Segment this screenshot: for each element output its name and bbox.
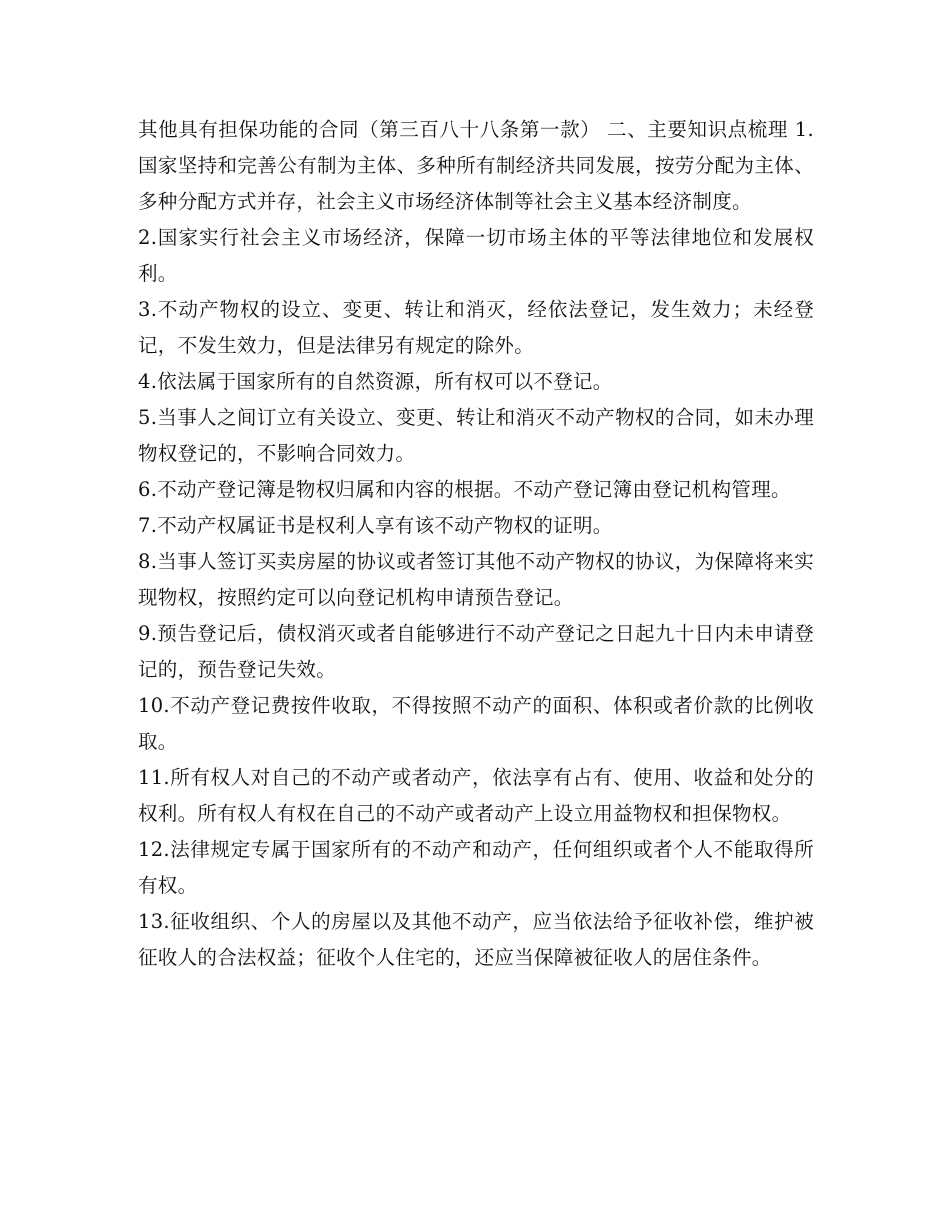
paragraph-item-5: 5.当事人之间订立有关设立、变更、转让和消灭不动产物权的合同，如未办理物权登记的，不影响合同效力。 bbox=[138, 406, 814, 465]
paragraph-item-7: 7.不动产权属证书是权利人享有该不动产物权的证明。 bbox=[138, 514, 613, 537]
paragraph-item-12: 12.法律规定专属于国家所有的不动产和动产，任何组织或者个人不能取得所有权。 bbox=[138, 838, 814, 897]
paragraph-item-11: 11.所有权人对自己的不动产或者动产，依法享有占有、使用、收益和处分的权利。所有权人有权在自己的不动产或者动产上设立用益物权和担保物权。 bbox=[138, 766, 814, 825]
paragraph-item-8: 8.当事人签订买卖房屋的协议或者签订其他不动产物权的协议，为保障将来实现物权，按照约定可以向登记机构申请预告登记。 bbox=[138, 550, 814, 609]
paragraph-item-13: 13.征收组织、个人的房屋以及其他不动产，应当依法给予征收补偿，维护被征收人的合法权益；征收个人住宅的，还应当保障被征收人的居住条件。 bbox=[138, 910, 814, 969]
paragraph-item-10: 10.不动产登记费按件收取，不得按照不动产的面积、体积或者价款的比例收取。 bbox=[138, 694, 814, 753]
paragraph-intro: 其他具有担保功能的合同（第三百八十八条第一款） 二、主要知识点梳理 1.国家坚持和完善公有制为主体、多种所有制经济共同发展，按劳分配为主体、多种分配方式并存，社会主义市场经济体制等社会主义基本经济制度。 bbox=[138, 118, 814, 213]
paragraph-item-4: 4.依法属于国家所有的自然资源，所有权可以不登记。 bbox=[138, 370, 613, 393]
paragraph-item-6: 6.不动产登记簿是物权归属和内容的根据。不动产登记簿由登记机构管理。 bbox=[138, 478, 791, 501]
paragraph-item-2: 2.国家实行社会主义市场经济，保障一切市场主体的平等法律地位和发展权利。 bbox=[138, 226, 814, 285]
paragraph-item-9: 9.预告登记后，债权消灭或者自能够进行不动产登记之日起九十日内未申请登记的，预告登记失效。 bbox=[138, 622, 814, 681]
paragraph-item-3: 3.不动产物权的设立、变更、转让和消灭，经依法登记，发生效力；未经登记，不发生效力，但是法律另有规定的除外。 bbox=[138, 298, 814, 357]
document-body bbox=[138, 112, 814, 976]
